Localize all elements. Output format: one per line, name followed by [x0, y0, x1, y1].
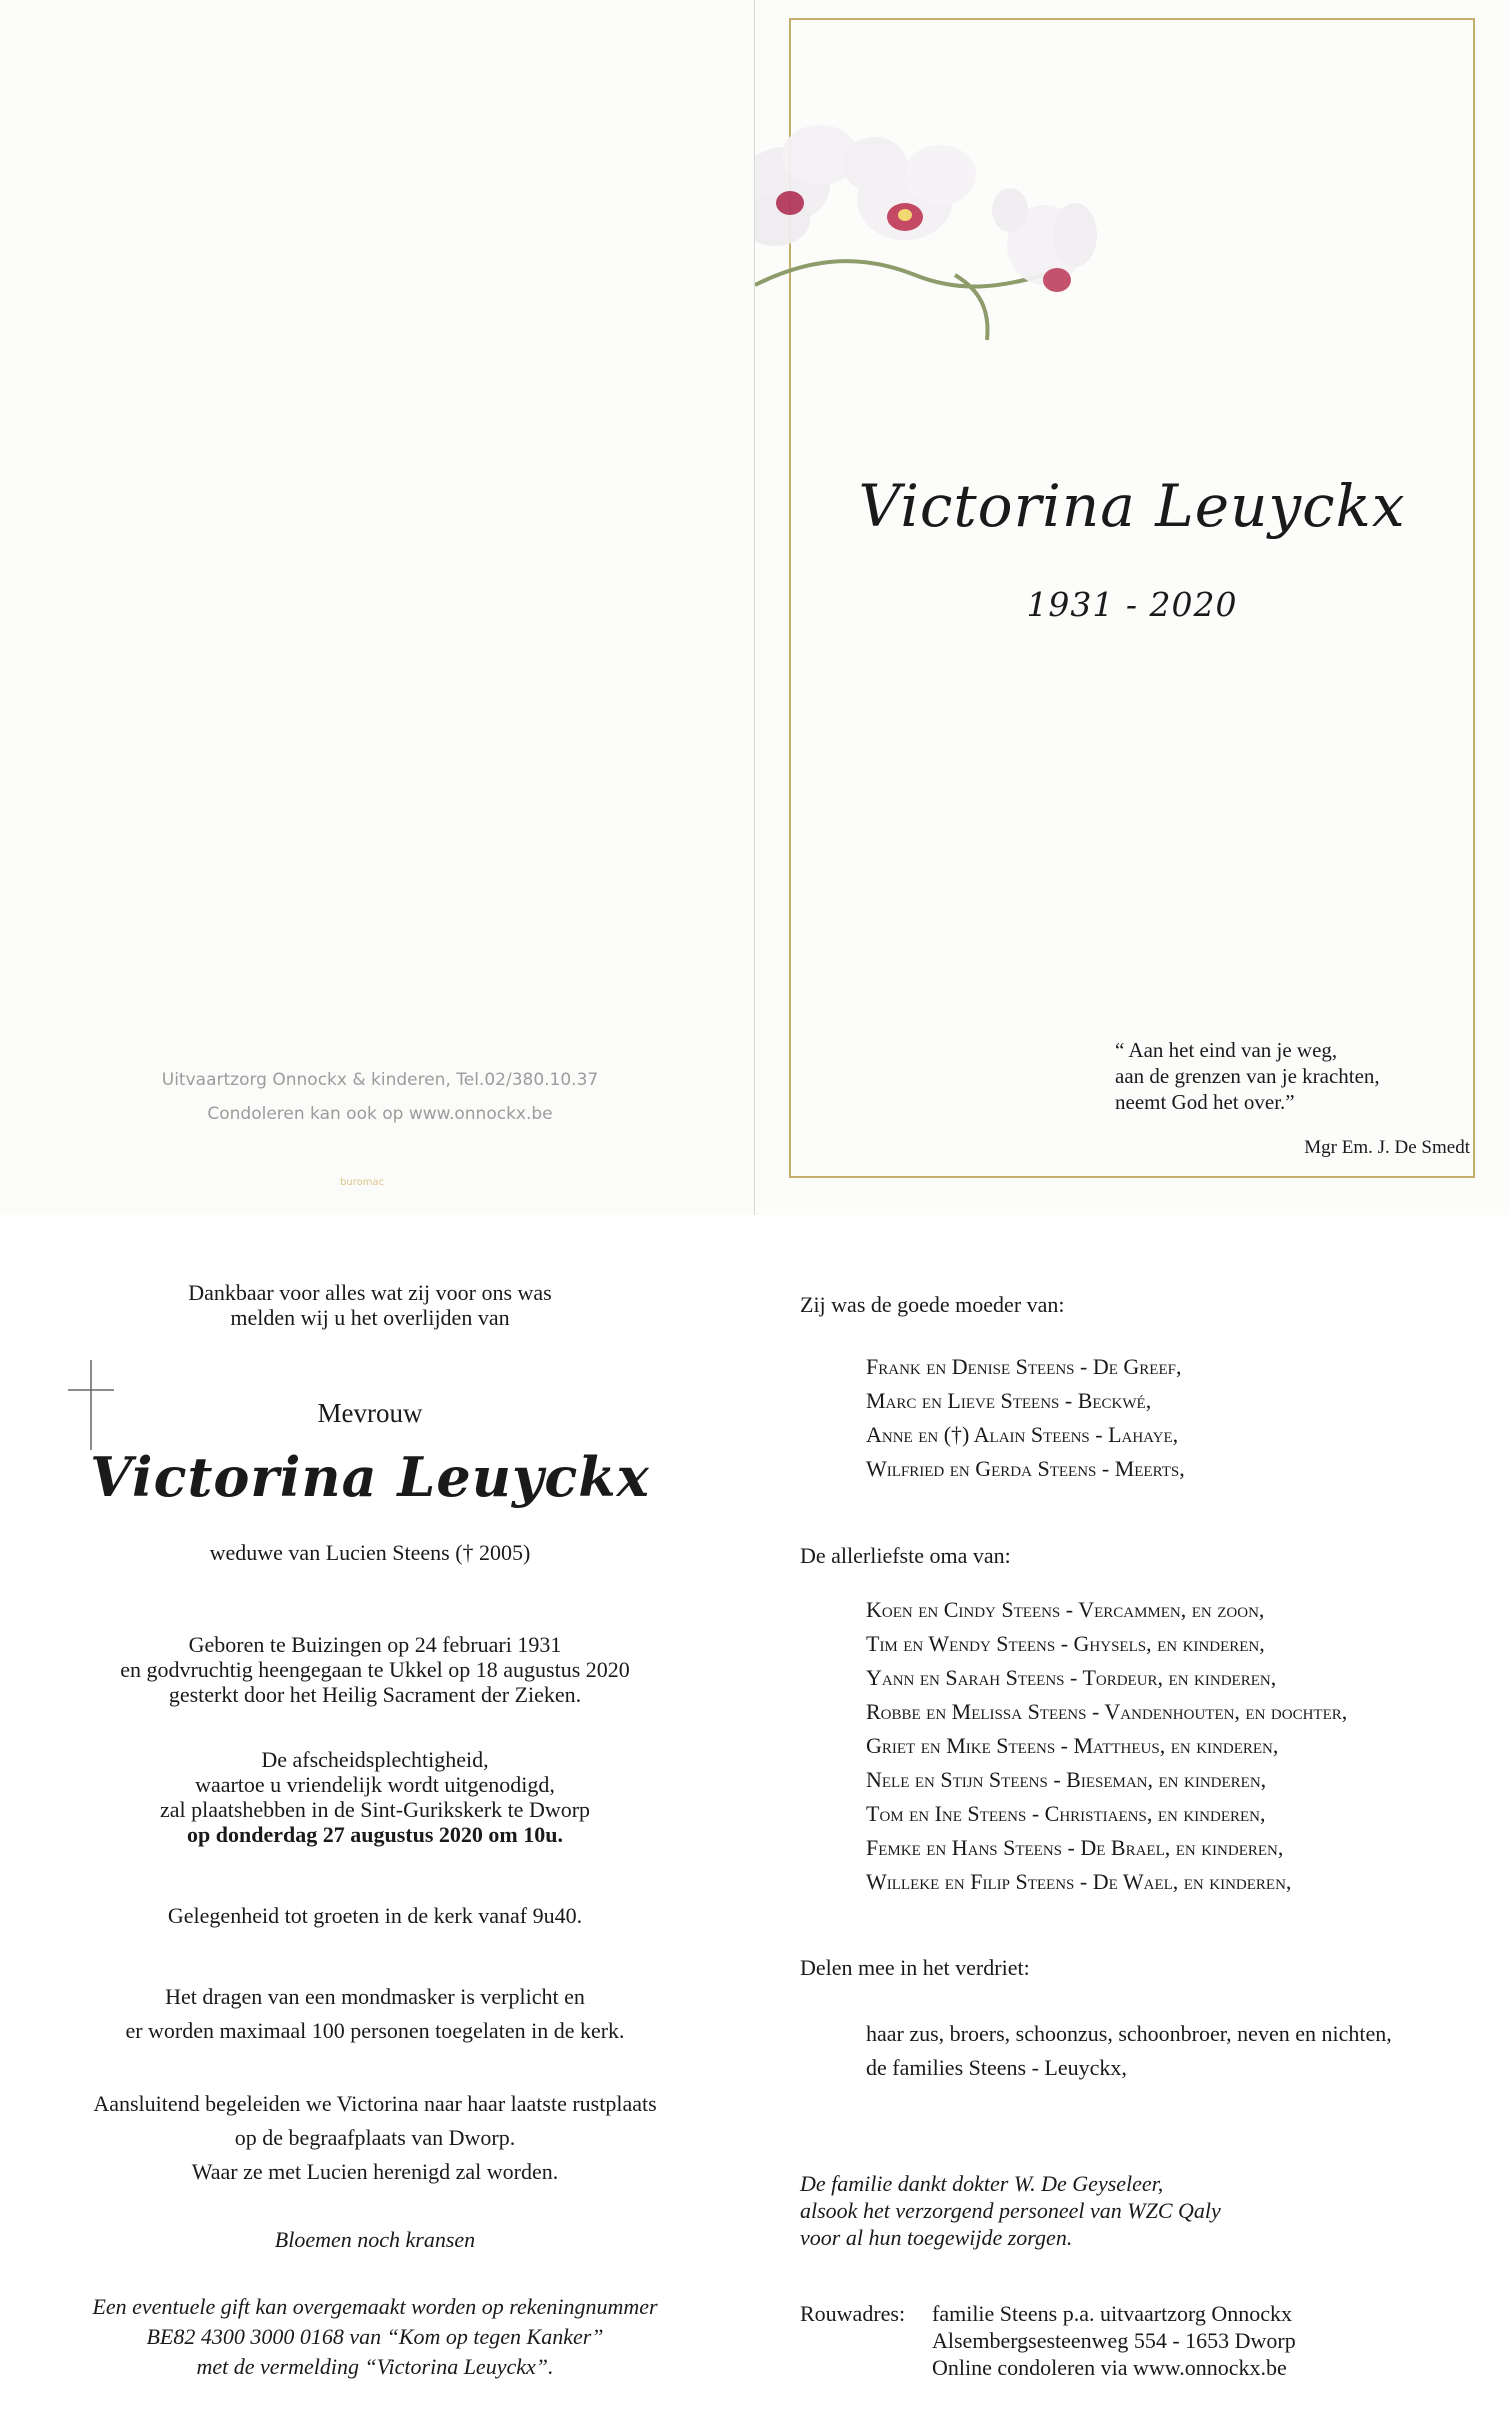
address-line: Online condoleren via www.onnockx.be — [932, 2355, 1287, 2380]
undertaker-line: Uitvaartzorg Onnockx & kinderen, Tel.02/380.10.37 — [161, 1070, 599, 1090]
burial-info — [20, 2087, 730, 2189]
orchid-image — [755, 115, 1125, 355]
undertaker-info — [110, 1063, 650, 1131]
thanks-line: De familie dankt dokter W. De Geyseleer, — [800, 2171, 1164, 2196]
flowers-note: Bloemen noch kransen — [274, 2227, 476, 2252]
cover-back-panel — [0, 0, 755, 1215]
quote-author: Mgr Em. J. De Smedt — [1304, 1137, 1470, 1158]
intro — [90, 1280, 650, 1330]
cover-name: Victorina Leuyckx — [858, 472, 1406, 540]
list-item: Wilfried en Gerda Steens - Meerts, — [866, 1456, 1185, 1481]
list-item: de families Steens - Leuyckx, — [866, 2055, 1127, 2080]
cover-years: 1931 - 2020 — [1026, 585, 1238, 624]
title-mevrouw: Mevrouw — [317, 1398, 423, 1428]
birth-line: en godvruchtig heengegaan te Ukkel op 18 augustus 2020 — [120, 1657, 630, 1682]
intro-line: Dankbaar voor alles wat zij voor ons was — [188, 1280, 552, 1305]
ceremony-line: waartoe u vriendelijk wordt uitgenodigd, — [195, 1772, 555, 1797]
ceremony-date: op donderdag 27 augustus 2020 om 10u. — [187, 1822, 563, 1847]
thanks-note — [800, 2170, 1221, 2251]
deceased-name: Victorina Leuyckx — [90, 1445, 650, 1509]
children-list — [866, 1350, 1185, 1486]
quote — [1115, 1037, 1380, 1115]
list-item: Koen en Cindy Steens - Vercammen, en zoon, — [866, 1597, 1265, 1622]
burial-line: Waar ze met Lucien herenigd zal worden. — [191, 2159, 559, 2184]
quote-line: aan de grenzen van je krachten, — [1115, 1064, 1380, 1088]
list-item: Frank en Denise Steens - De Greef, — [866, 1354, 1182, 1379]
grandchildren-list — [866, 1593, 1347, 1899]
list-item: Yann en Sarah Steens - Tordeur, en kinderen, — [866, 1665, 1277, 1690]
birth-info — [20, 1632, 730, 1707]
printer-logo: buromac — [340, 1177, 385, 1188]
share-heading: Delen mee in het verdriet: — [800, 1955, 1030, 1980]
list-item: Robbe en Melissa Steens - Vandenhouten, en dochter, — [866, 1699, 1348, 1724]
quote-line: neemt God het over.” — [1115, 1090, 1295, 1114]
address-line: Alsembergsesteenweg 554 - 1653 Dworp — [932, 2328, 1296, 2353]
burial-line: Aansluitend begeleiden we Victorina naar haar laatste rustplaats — [93, 2091, 657, 2116]
address-label: Rouwadres: — [800, 2301, 906, 2326]
list-item: haar zus, broers, schoonzus, schoonbroer, neven en nichten, — [866, 2021, 1392, 2046]
ceremony-info — [20, 1747, 730, 1847]
relatives-list — [866, 2017, 1392, 2085]
list-item: Anne en (†) Alain Steens - Lahaye, — [866, 1422, 1179, 1447]
widow-line: weduwe van Lucien Steens († 2005) — [209, 1540, 531, 1565]
address-line: familie Steens p.a. uitvaartzorg Onnockx — [932, 2301, 1293, 2326]
burial-line: op de begraafplaats van Dworp. — [234, 2125, 516, 2150]
list-item: Tom en Ine Steens - Christiaens, en kinderen, — [866, 1801, 1266, 1826]
list-item: Marc en Lieve Steens - Beckwé, — [866, 1388, 1152, 1413]
list-item: Femke en Hans Steens - De Brael, en kinderen, — [866, 1835, 1284, 1860]
birth-line: Geboren te Buizingen op 24 februari 1931 — [188, 1632, 562, 1657]
ceremony-line: zal plaatshebben in de Sint-Guriksk​erk te Dworp — [159, 1797, 591, 1822]
mother-heading: Zij was de goede moeder van: — [800, 1292, 1065, 1317]
oma-heading: De allerliefste oma van: — [800, 1543, 1011, 1568]
mask-line: Het dragen van een mondmasker is verplicht en — [165, 1984, 585, 2009]
gift-line: met de vermelding “Victorina Leuyckx”. — [196, 2354, 554, 2379]
list-item: Willeke en Filip Steens - De Wael, en kinderen, — [866, 1869, 1292, 1894]
mourning-address — [800, 2300, 1296, 2381]
gift-info — [20, 2292, 730, 2382]
undertaker-line: Condoleren kan ook op www.onnockx.be — [207, 1104, 553, 1124]
thanks-line: voor al hun toegewijde zorgen. — [800, 2225, 1073, 2250]
intro-line: melden wij u het overlijden van — [230, 1305, 510, 1330]
ceremony-line: De afscheidsplechtigheid, — [261, 1747, 489, 1772]
greeting-info: Gelegenheid tot groeten in de kerk vanaf 9u40. — [167, 1903, 583, 1928]
list-item: Nele en Stijn Steens - Bieseman, en kinderen, — [866, 1767, 1267, 1792]
mask-line: er worden maximaal 100 personen toegelaten in de kerk. — [125, 2018, 625, 2043]
list-item: Tim en Wendy Steens - Ghysels, en kinderen, — [866, 1631, 1265, 1656]
thanks-line: alsook het verzorgend personeel van WZC Qaly — [800, 2198, 1221, 2223]
mask-info — [20, 1980, 730, 2048]
quote-line: “ Aan het eind van je weg, — [1115, 1038, 1338, 1062]
birth-line: gesterkt door het Heilig Sacrament der Zieken. — [168, 1682, 582, 1707]
gift-line: Een eventuele gift kan overgemaakt worden op rekeningnummer — [92, 2294, 658, 2319]
gift-line: BE82 4300 3000 0168 van “Kom op tegen Kanker” — [146, 2324, 604, 2349]
list-item: Griet en Mike Steens - Mattheus, en kinderen, — [866, 1733, 1279, 1758]
